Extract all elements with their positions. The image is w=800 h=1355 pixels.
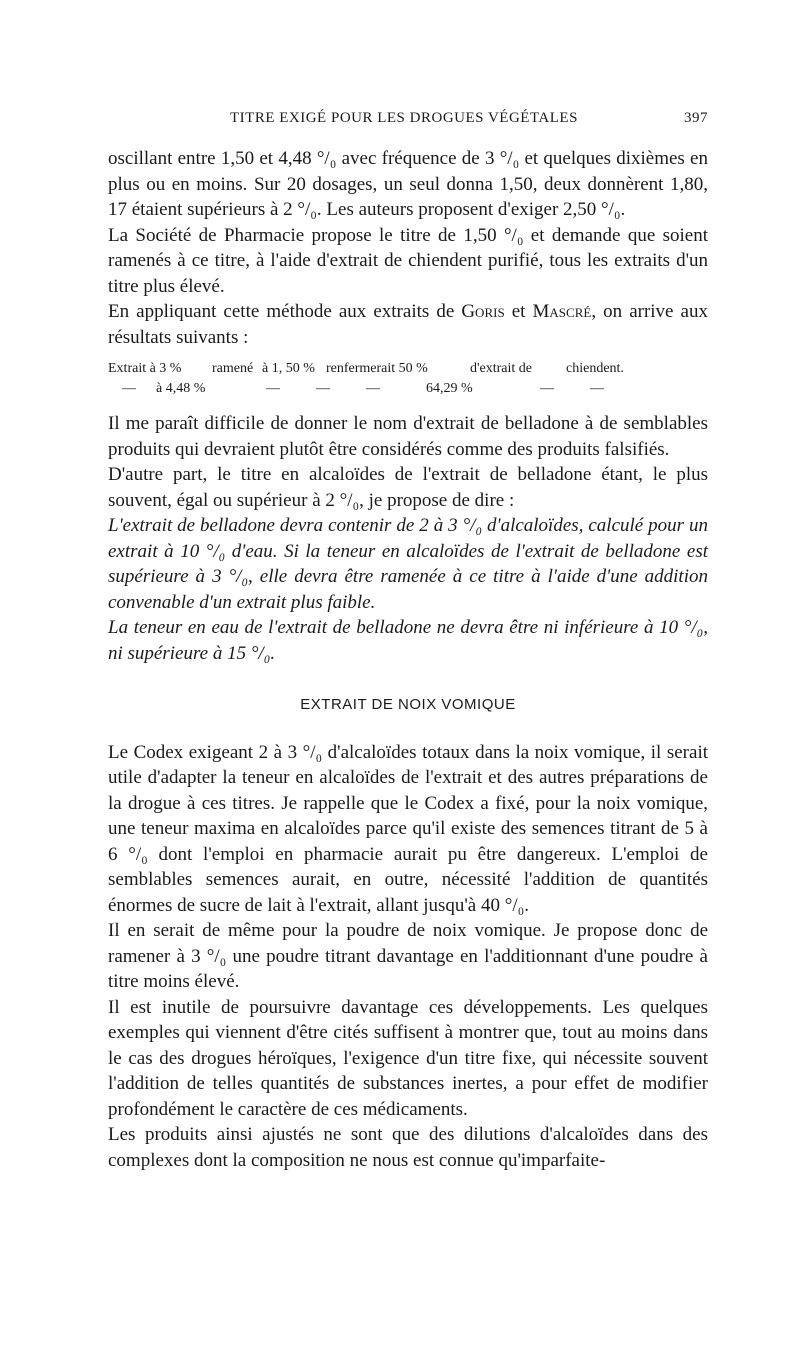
italic-paragraph: La teneur en eau de l'extrait de belladone ne devra être ni inférieure à 10 °/₀, ni supérieure à 15 °/₀. [108,617,708,664]
paragraph: oscillant entre 1,50 et 4,48 °/₀ avec fréquence de 3 °/₀ et quelques dixièmes en plus ou en moins. Sur 20 dosages, un seul donna 1,50, deux donnèrent 1,80, 17 étaient supérieurs à 2 °/₀. Les auteurs proposent d'exiger 2,50 °/₀. [108,148,708,220]
paragraph: Les produits ainsi ajustés ne sont que des dilutions d'alcaloïdes dans des complexes dont la composition ne nous est connue qu'imparfaite- [108,1124,708,1171]
table-row [108,359,708,379]
results-table [108,359,708,399]
paragraph: Le Codex exigeant 2 à 3 °/₀ d'alcaloïdes totaux dans la noix vomique, il serait utile d'adapter la teneur en alcaloïdes de l'extrait et des autres préparations de la drogue à ces titres. Je rappelle que le Codex a fixé, pour la noix vomique, une teneur maxima en alcaloïdes parce qu'il existe des semences titrant de 5 à 6 °/₀ dont l'emploi en pharmacie aurait pu être dangereux. L'emploi de semblables semences aurait, en outre, nécessité l'addition de quantités énormes de sucre de lait à l'extrait, allant jusqu'à 40 °/₀. [108,741,708,916]
paragraph: La Société de Pharmacie propose le titre de 1,50 °/₀ et demande que soient ramenés à ce titre, à l'aide d'extrait de chiendent purifié, tous les extraits d'un titre plus élevé. [108,224,708,297]
table-row [108,379,708,399]
table-cell: — [366,381,380,396]
method-paragraph [108,299,708,350]
italic-paragraph: L'extrait de belladone devra contenir de 2 à 3 °/₀ d'alcaloïdes, calculé pour un extrait à 10 °/₀ d'eau. Si la teneur en alcaloïdes de l'extrait de belladone est supérieure à 3 °/₀, elle devra être ramenée à ce titre à l'aide d'une addition convenable d'un extrait plus faible. [108,515,708,613]
table-cell: renfermerait 50 % [326,361,428,376]
paragraph: Il me paraît difficile de donner le nom d'extrait de belladone à de semblables produits qui devraient plutôt être considérés comme des produits falsifiés. [108,413,708,460]
table-cell: Extrait à 3 % [108,361,182,376]
text-run: En appliquant cette méthode aux extraits de [108,301,462,322]
table-cell: — [122,381,136,396]
table-cell: à 4,48 % [156,381,206,396]
page-body [108,146,708,1173]
section-title: EXTRAIT DE NOIX VOMIQUE [300,696,516,713]
paragraph: D'autre part, le titre en alcaloïdes de l'extrait de belladone étant, le plus souvent, égal ou supérieur à 2 °/₀, je propose de dire : [108,464,708,511]
author-name: Goris [461,301,505,322]
table-cell: à 1, 50 % [262,361,315,376]
table-cell: — [266,381,280,396]
text-run: et [504,301,533,322]
text-run: , on arrive aux résultats suivants : [108,301,708,348]
table-cell: — [316,381,330,396]
paragraph: Il en serait de même pour la poudre de noix vomique. Je propose donc de ramener à 3 °/₀ une poudre titrant davantage en l'additionnant d'une poudre à titre moins élevé. [108,920,708,992]
table-cell: 64,29 % [426,381,473,396]
author-name: Mascré [532,301,592,322]
table-cell: — [540,381,554,396]
table-cell: — [590,381,604,396]
running-title: TITRE EXIGÉ POUR LES DROGUES VÉGÉTALES [230,110,578,126]
table-cell: ramené [212,361,254,376]
table-cell: chiendent. [566,361,624,376]
table-cell: d'extrait de [470,361,532,376]
page-number: 397 [684,110,708,126]
paragraph: Il est inutile de poursuivre davantage ces développements. Les quelques exemples qui viennent d'être cités suffisent à montrer que, tout au moins dans le cas des drogues héroïques, l'exigence d'un titre fixe, qui nécessite souvent l'addition de telles quantités de substances inertes, a pour effet de modifier profondément le caractère de ces médicaments. [108,996,708,1120]
